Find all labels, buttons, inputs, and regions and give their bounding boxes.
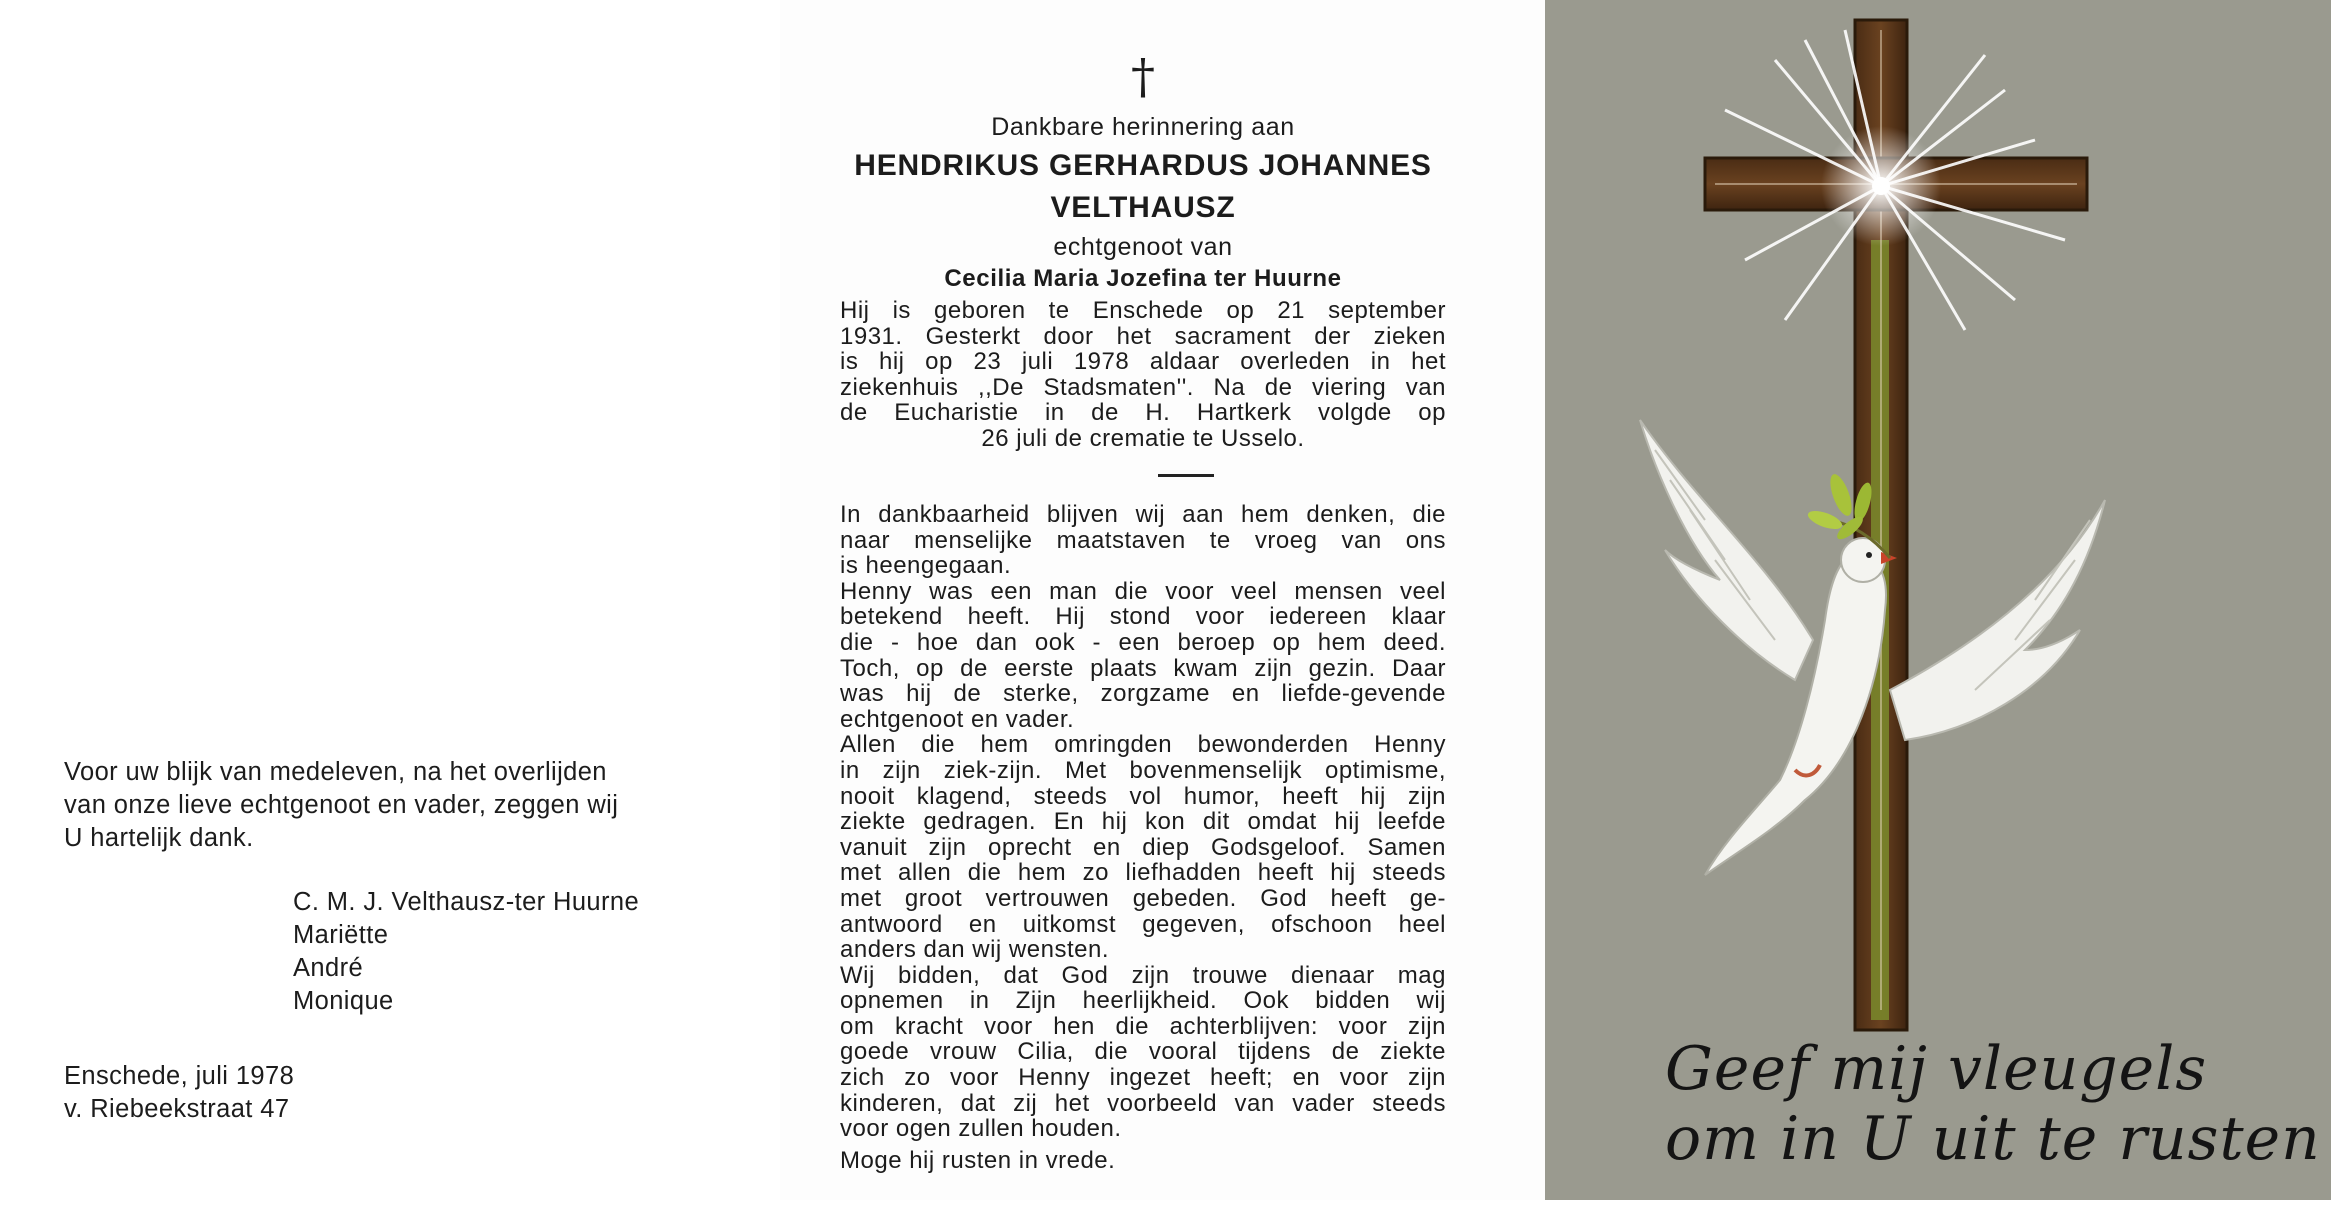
signer-name: Monique (293, 987, 394, 1015)
bio-line: Hij is geboren te Enschede op 21 september (840, 297, 1446, 324)
text-line: is heengegaan. (840, 552, 1012, 580)
motto-line2: om in U uit te rusten (1665, 1104, 2321, 1174)
text-line: echtgenoot en vader. (840, 705, 1075, 733)
memorial-text (840, 502, 1446, 1173)
deceased-name-line1: HENDRIKUS GERHARDUS JOHANNES (854, 149, 1432, 182)
thanks-message (64, 756, 704, 855)
text-line: voor ogen zullen houden. (840, 1115, 1122, 1143)
signer-name: André (293, 954, 364, 982)
bio-line: 1931. Gesterkt door het sacrament der zieken (840, 322, 1446, 350)
text-line: was hij de sterke, zorgzame en liefde-gevende (840, 680, 1446, 708)
address: v. Riebeekstraat 47 (64, 1095, 290, 1123)
place-date: Enschede, juli 1978 (64, 1062, 295, 1090)
text-line: goede vrouw Cilia, die vooral tijdens de ziekte (840, 1038, 1446, 1066)
signer-name: Mariëtte (293, 921, 389, 949)
text-line: vanuit zijn oprecht en diep Godsgeloof. Samen (840, 833, 1446, 861)
signers-list (293, 886, 639, 1018)
thanks-line: U hartelijk dank. (64, 824, 254, 852)
bio-line: 26 juli de crematie te Usselo. (981, 424, 1305, 452)
right-panel (1545, 0, 2331, 1200)
spouse-name: Cecilia Maria Jozefina ter Huurne (944, 265, 1342, 292)
text-line: betekend heeft. Hij stond voor iedereen klaar (840, 603, 1446, 631)
motto-line1: Geef mij vleugels (1665, 1034, 2208, 1104)
text-line: kinderen, dat zij het voorbeeld van vader steeds (840, 1089, 1446, 1117)
text-line: Allen die hem omringden bewonderden Henny (840, 731, 1446, 759)
bio-line: is hij op 23 juli 1978 aldaar overleden in het (840, 348, 1446, 376)
text-line: met allen die hem zo liefhadden heeft hij steeds (840, 859, 1446, 887)
text-line: opnemen in Zijn heerlijkheid. Ook bidden wij (840, 987, 1446, 1015)
thanks-line: Voor uw blijk van medeleven, na het overlijden (64, 758, 607, 786)
text-line: Toch, op de eerste plaats kwam zijn gezin. Daar (840, 654, 1446, 682)
cross-symbol: † (1131, 49, 1155, 105)
deceased-name-line2: VELTHAUSZ (1050, 191, 1236, 224)
left-panel (0, 0, 780, 1200)
signer-name: C. M. J. Velthausz-ter Huurne (293, 888, 640, 916)
text-line: Wij bidden, dat God zijn trouwe dienaar mag (840, 961, 1446, 989)
section-divider (1158, 474, 1214, 477)
text-line: naar menselijke maatstaven te vroeg van ons (840, 526, 1446, 554)
thanks-line: van onze lieve echtgenoot en vader, zeggen wij (64, 791, 619, 819)
spouse-of-label: echtgenoot van (1053, 233, 1233, 261)
text-line: nooit klagend, steeds vol humor, heeft hij zijn (840, 782, 1446, 810)
cross-and-dove-illustration (1545, 0, 2331, 1200)
text-line: In dankbaarheid blijven wij aan hem denken, die (840, 501, 1446, 528)
text-line: in zijn ziek-zijn. Met bovenmenselijk optimisme, (840, 756, 1446, 784)
closing-line: Moge hij rusten in vrede. (840, 1146, 1116, 1174)
text-line: antwoord en uitkomst gegeven, ofschoon heel (840, 910, 1446, 938)
bio-line: ziekenhuis ,,De Stadsmaten''. Na de viering van (840, 373, 1446, 401)
place-and-address (64, 1060, 294, 1126)
text-line: Henny was een man die voor veel mensen veel (840, 577, 1446, 605)
text-line: anders dan wij wensten. (840, 936, 1109, 964)
middle-panel (780, 0, 1545, 1200)
text-line: met groot vertrouwen gebeden. God heeft ge- (840, 884, 1446, 912)
intro-line: Dankbare herinnering aan (991, 113, 1295, 141)
biography (840, 298, 1446, 452)
text-line: ziekte gedragen. En hij kon dit omdat hij leefde (840, 808, 1446, 836)
bio-line: de Eucharistie in de H. Hartkerk volgde op (840, 399, 1446, 427)
text-line: zich zo voor Henny ingezet heeft; en voor zijn (840, 1064, 1446, 1092)
text-line: om kracht voor hen die achterblijven: voor zijn (840, 1012, 1446, 1040)
text-line: die - hoe dan ook - een beroep op hem deed. (840, 628, 1446, 656)
